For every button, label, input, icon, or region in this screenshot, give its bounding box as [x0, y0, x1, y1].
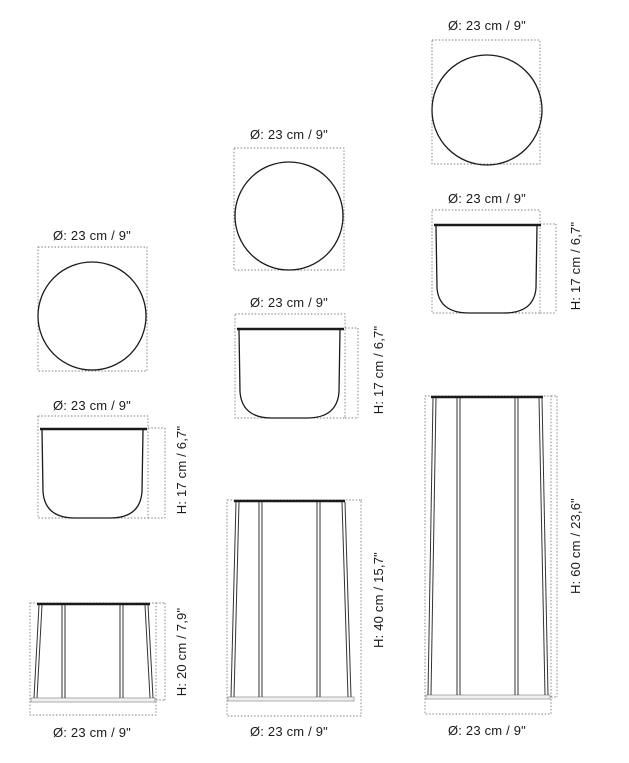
top-view-right: [432, 18, 542, 165]
stand-height-label-left: H: 20 cm / 7,9": [174, 607, 189, 697]
stand-base-left: [31, 698, 155, 702]
pot-top-circle-middle: [235, 162, 343, 270]
stand-base-right: [426, 695, 550, 699]
stand-left: [30, 603, 189, 740]
top-view-left: [38, 228, 147, 371]
top-view-middle: [234, 127, 344, 270]
top-view-bounding-box-right: [432, 40, 540, 164]
top-diameter-label-left: Ø: 23 cm / 9": [52, 228, 132, 243]
top-view-bounding-box-middle: [234, 148, 344, 270]
stand-diameter-label-left: Ø: 23 cm / 9": [52, 725, 132, 740]
stand-leg-right-7: [539, 398, 545, 695]
top-diameter-label-middle: Ø: 23 cm / 9": [249, 127, 329, 142]
pot-body-right: [436, 226, 537, 313]
pot-top-circle-right: [432, 55, 542, 165]
stand-diameter-label-middle: Ø: 23 cm / 9": [249, 724, 329, 739]
stand-leg-middle-8: [345, 502, 351, 697]
stand-middle: [227, 500, 386, 739]
stand-leg-middle-7: [342, 502, 348, 697]
top-view-bounding-box-left: [38, 247, 147, 371]
pot-bounding-box-left: [38, 416, 148, 518]
pot-height-label-left: H: 17 cm / 6,7": [174, 425, 189, 515]
pot-left: [38, 398, 189, 518]
pot-height-label-middle: H: 17 cm / 6,7": [371, 325, 386, 415]
pot-top-circle-left: [38, 262, 146, 370]
stand-bounding-box-right: [425, 396, 551, 714]
stand-base-middle: [228, 697, 354, 701]
column-left: [30, 228, 189, 740]
column-middle: [227, 127, 386, 739]
pot-body-middle: [239, 330, 340, 418]
column-right: [425, 18, 583, 738]
stand-bounding-box-middle: [227, 500, 361, 716]
top-diameter-label-right: Ø: 23 cm / 9": [447, 18, 527, 33]
pot-height-label-right: H: 17 cm / 6,7": [568, 221, 583, 311]
stand-height-label-middle: H: 40 cm / 15,7": [371, 552, 386, 648]
pot-diameter-label-right: Ø: 23 cm / 9": [447, 191, 527, 206]
stand-right: [425, 396, 583, 738]
pot-diameter-label-middle: Ø: 23 cm / 9": [249, 295, 329, 310]
stand-height-label-right: H: 60 cm / 23,6": [568, 498, 583, 594]
pot-middle: [235, 295, 386, 418]
pot-right: [432, 191, 583, 313]
stand-diameter-label-right: Ø: 23 cm / 9": [447, 723, 527, 738]
stand-leg-right-8: [542, 398, 548, 695]
pot-diameter-label-left: Ø: 23 cm / 9": [52, 398, 132, 413]
pot-body-left: [42, 430, 143, 518]
